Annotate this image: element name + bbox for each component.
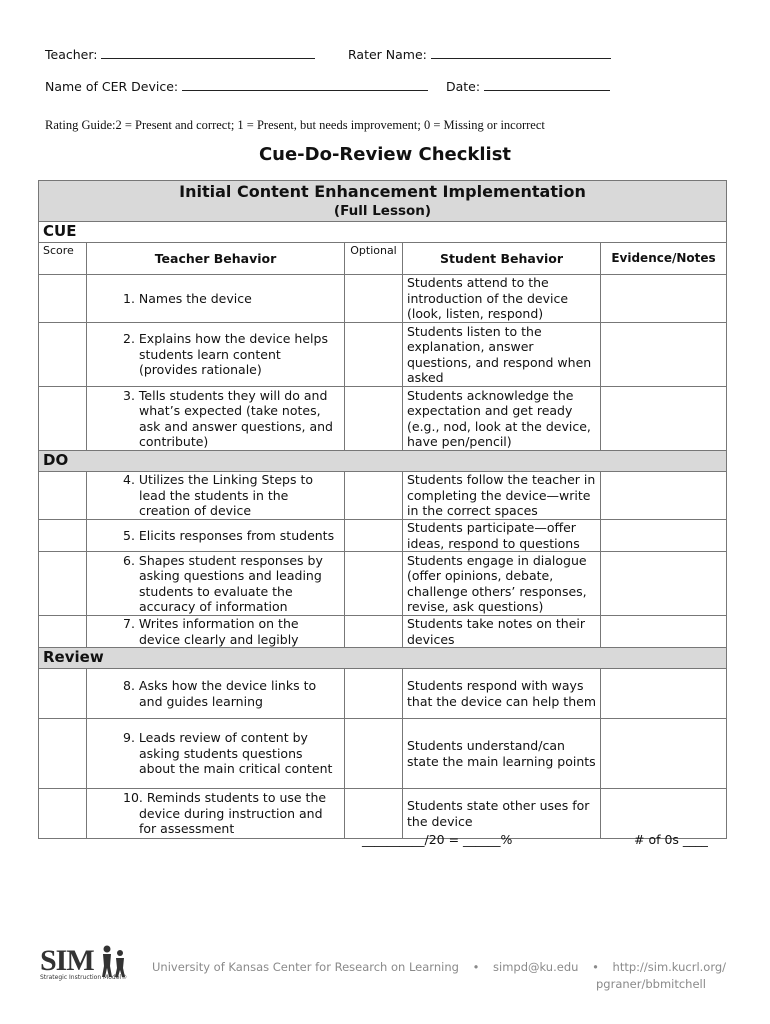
optional-cell[interactable] [345,520,403,552]
evidence-cell[interactable] [601,520,727,552]
teacher-blank[interactable] [101,46,315,59]
score-cell[interactable] [39,472,87,520]
section-do: DO [39,451,727,472]
teacher-behavior: 6. Shapes student responses by asking questions and leading students to evaluate the accuracy of information [87,552,345,616]
teacher-behavior: 9. Leads review of content by asking students questions about the main critical content [87,719,345,789]
teacher-behavior: 7. Writes information on the device clearly and legibly [87,616,345,648]
table-row [39,387,727,451]
table-row [39,552,727,616]
table-heading [39,181,727,222]
teacher-field [45,46,315,62]
score-total: __________/20 = ______% [362,832,513,847]
student-behavior: Students participate—offer ideas, respond to questions [403,520,601,552]
optional-cell[interactable] [345,472,403,520]
table-row [39,472,727,520]
teacher-behavior: 8. Asks how the device links to and guides learning [87,669,345,719]
rater-blank[interactable] [431,46,611,59]
date-field [446,78,610,94]
rater-field [348,46,611,62]
sim-logo-text: SIM [40,944,94,977]
bullet-icon: • [592,960,599,974]
score-cell[interactable] [39,719,87,789]
teacher-label: Teacher: [45,47,98,62]
device-blank[interactable] [182,78,428,91]
teacher-behavior: 2. Explains how the device helps students learn content (provides rationale) [87,323,345,387]
student-behavior: Students listen to the explanation, answer questions, and respond when asked [403,323,601,387]
device-label: Name of CER Device: [45,79,179,94]
col-evidence: Evidence/Notes [601,243,727,275]
evidence-cell[interactable] [601,275,727,323]
teacher-behavior: 4. Utilizes the Linking Steps to lead the students in the creation of device [87,472,345,520]
footer-email[interactable]: simpd@ku.edu [493,960,579,974]
optional-cell[interactable] [345,323,403,387]
col-student: Student Behavior [403,243,601,275]
col-optional: Optional [345,243,403,275]
footer-authors: pgraner/bbmitchell [596,977,706,991]
page-title: Cue-Do-Review Checklist [258,144,512,165]
sim-tagline: Strategic Instruction Model® [40,974,128,981]
student-behavior: Students understand/can state the main learning points [403,719,601,789]
zeros-count: # of 0s ____ [634,832,708,847]
student-behavior: Students take notes on their devices [403,616,601,648]
score-cell[interactable] [39,669,87,719]
table-row [39,275,727,323]
checklist-table [38,180,727,839]
student-behavior: Students acknowledge the expectation and get ready (e.g., nod, look at the device, have pen/pencil) [403,387,601,451]
score-cell[interactable] [39,387,87,451]
optional-cell[interactable] [345,669,403,719]
col-teacher: Teacher Behavior [87,243,345,275]
date-label: Date: [446,79,481,94]
student-behavior: Students attend to the introduction of the device (look, listen, respond) [403,275,601,323]
evidence-cell[interactable] [601,719,727,789]
score-cell[interactable] [39,323,87,387]
score-cell[interactable] [39,616,87,648]
teacher-behavior: 10. Reminds students to use the device during instruction and for assessment [87,789,345,839]
date-blank[interactable] [484,78,610,91]
table-row [39,669,727,719]
teacher-behavior: 3. Tells students they will do and what’s expected (take notes, ask and answer questions, and contribute) [87,387,345,451]
score-cell[interactable] [39,520,87,552]
col-score: Score [39,243,87,275]
evidence-cell[interactable] [601,552,727,616]
optional-cell[interactable] [345,275,403,323]
score-cell[interactable] [39,552,87,616]
table-row [39,789,727,839]
optional-cell[interactable] [345,616,403,648]
footer-url[interactable]: http://sim.kucrl.org/ [612,960,727,974]
evidence-cell[interactable] [601,669,727,719]
optional-cell[interactable] [345,552,403,616]
teacher-behavior: 1. Names the device [87,275,345,323]
optional-cell[interactable] [345,719,403,789]
section-cue: CUE [39,222,727,243]
evidence-cell[interactable] [601,323,727,387]
rating-guide: Rating Guide:2 = Present and correct; 1 = Present, but needs improvement; 0 = Missing or incorrect [45,118,545,132]
sim-logo [40,944,129,981]
figures-icon [99,944,129,978]
student-behavior: Students state other uses for the device [403,789,601,839]
score-cell[interactable] [39,275,87,323]
section-review: Review [39,648,727,669]
bullet-icon: • [472,960,480,974]
evidence-cell[interactable] [601,789,727,839]
evidence-cell[interactable] [601,387,727,451]
footer-line [152,960,726,974]
table-row [39,616,727,648]
footer-org: University of Kansas Center for Research on Learning [152,960,459,974]
score-cell[interactable] [39,789,87,839]
table-heading-title: Initial Content Enhancement Implementation [179,182,586,201]
table-row [39,719,727,789]
evidence-cell[interactable] [601,472,727,520]
student-behavior: Students engage in dialogue (offer opinions, debate, challenge others’ responses, revise, ask questions) [403,552,601,616]
table-heading-subtitle: (Full Lesson) [333,203,432,219]
rater-label: Rater Name: [348,47,427,62]
optional-cell[interactable] [345,387,403,451]
student-behavior: Students follow the teacher in completing the device—write in the correct spaces [403,472,601,520]
teacher-behavior: 5. Elicits responses from students [87,520,345,552]
table-row [39,520,727,552]
table-row [39,323,727,387]
evidence-cell[interactable] [601,616,727,648]
optional-cell[interactable] [345,789,403,839]
student-behavior: Students respond with ways that the device can help them [403,669,601,719]
device-field [45,78,428,94]
